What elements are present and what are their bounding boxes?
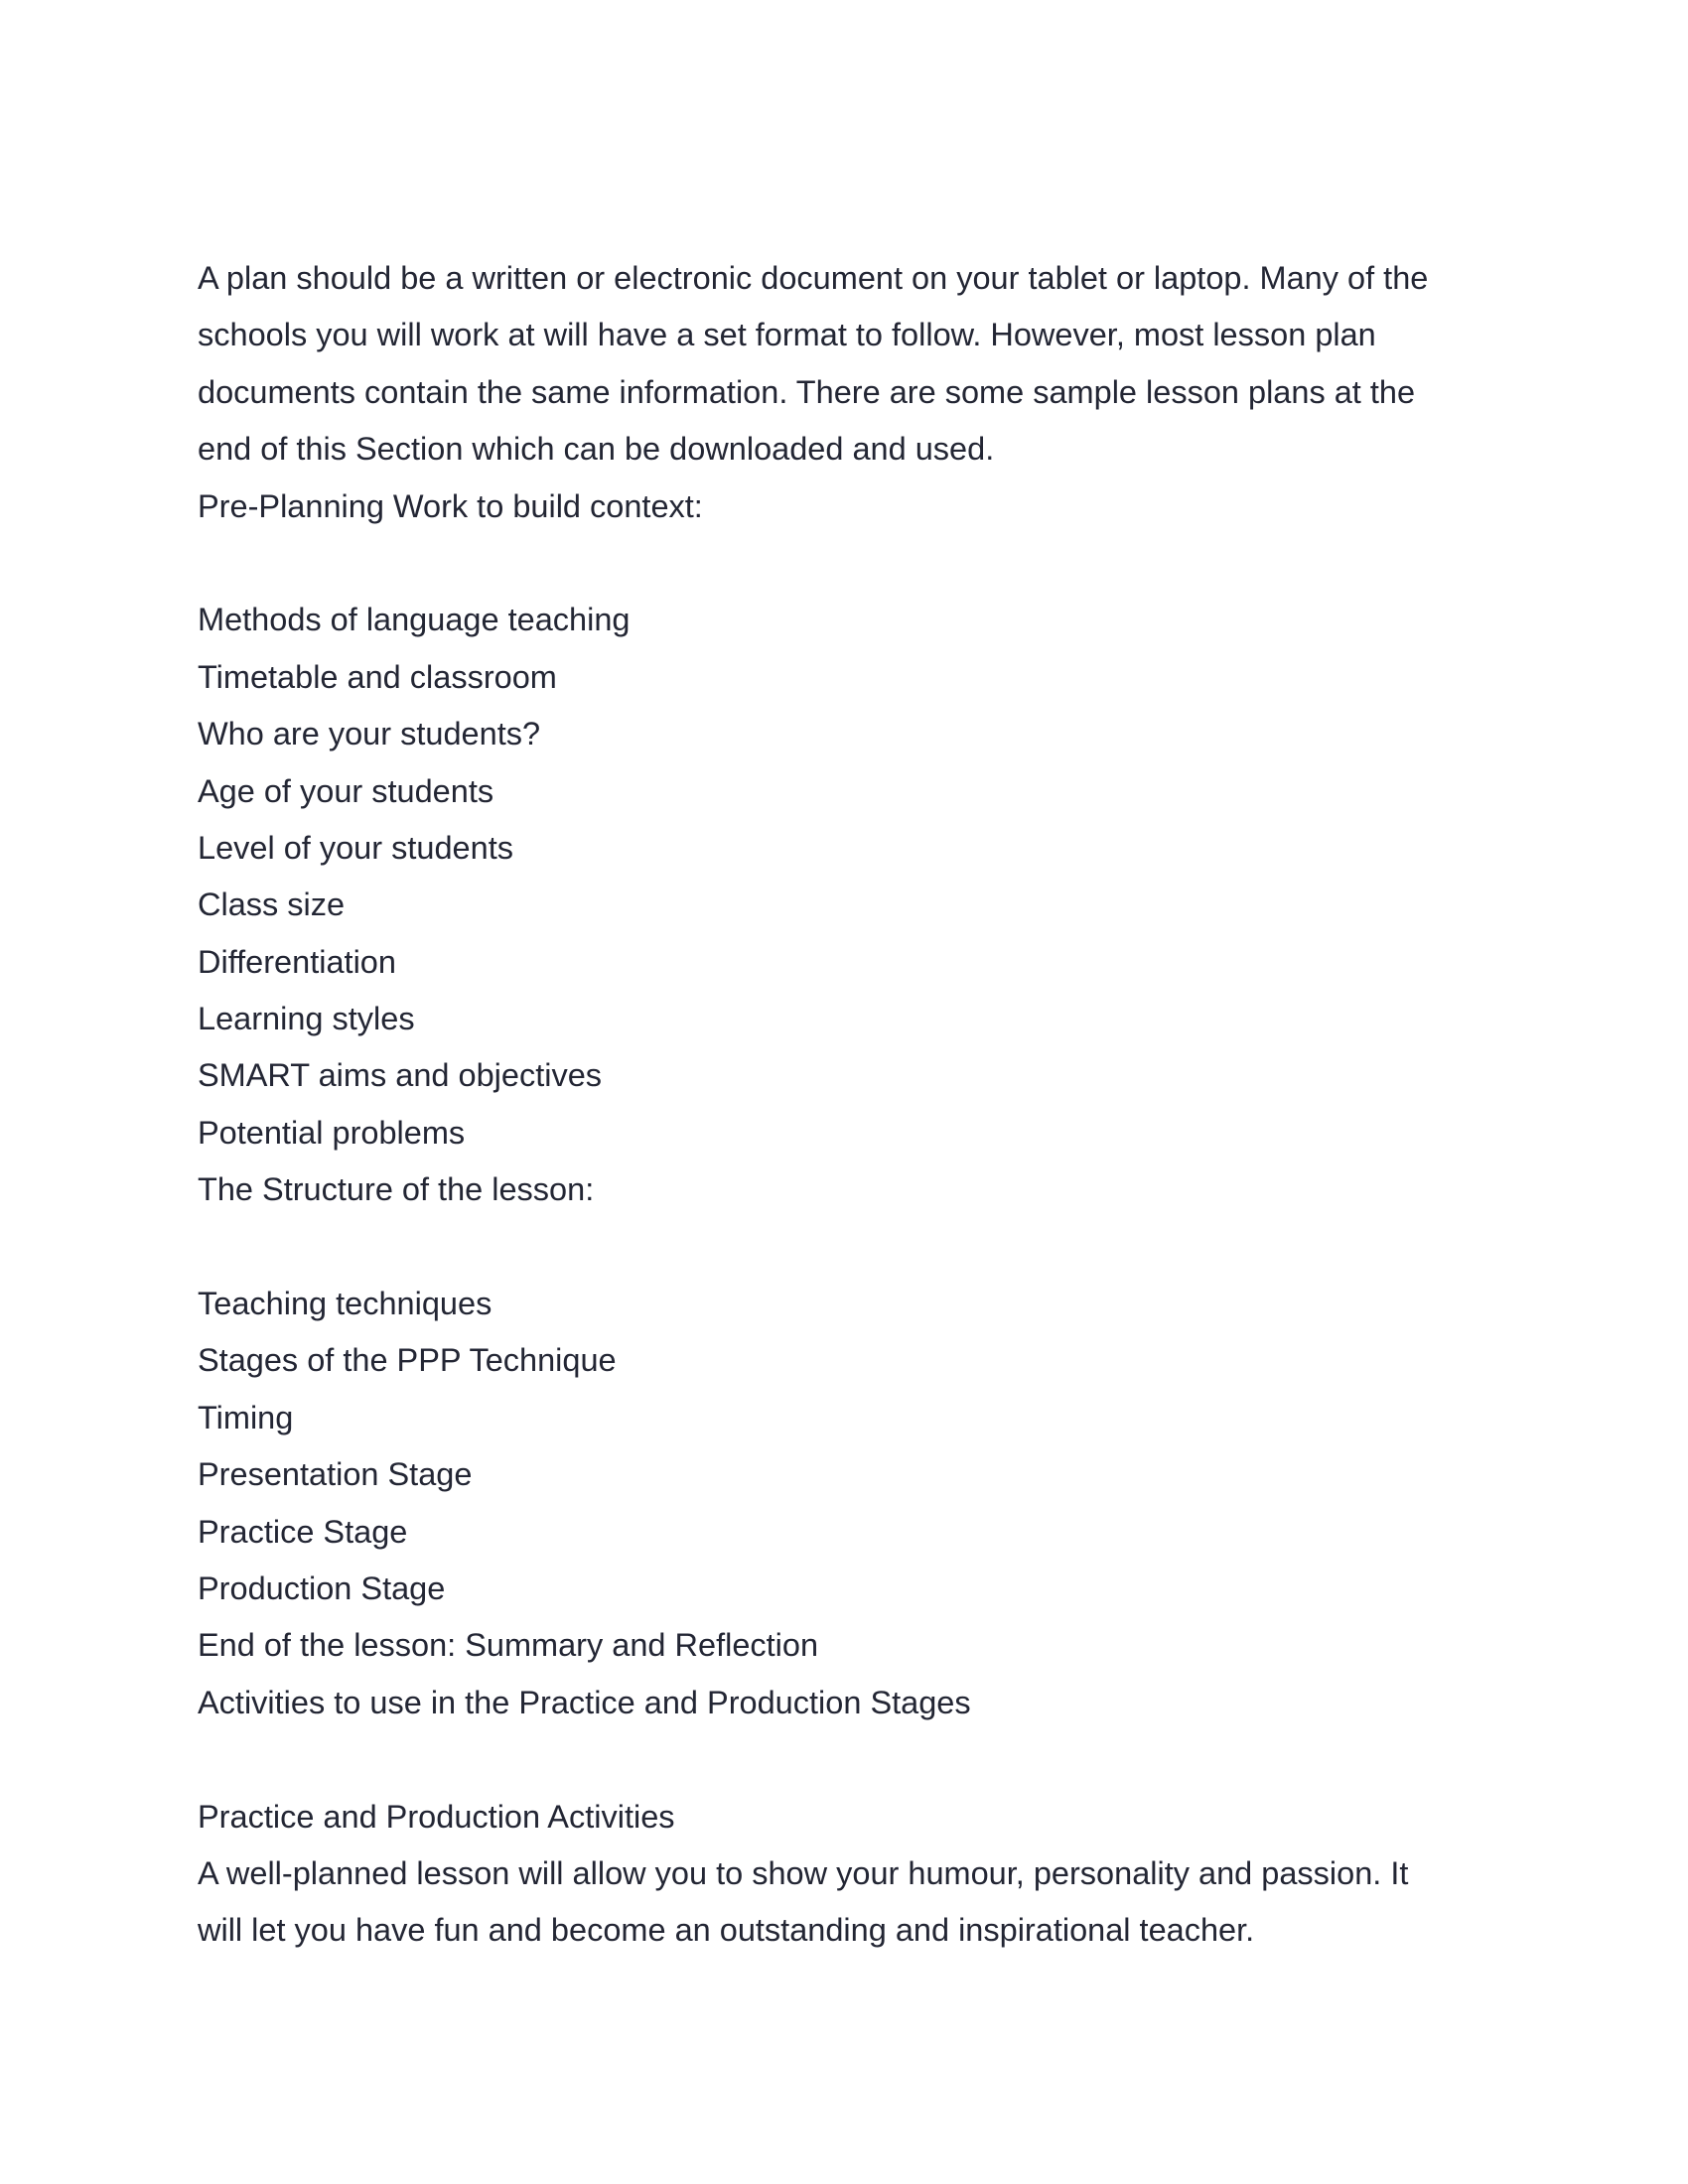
list-item: Potential problems	[198, 1114, 466, 1151]
intro-paragraph	[198, 250, 1488, 478]
list-item: Timing	[198, 1399, 294, 1435]
blank-line	[198, 1731, 1488, 1788]
pre-planning-list	[198, 592, 1488, 1161]
list-item: SMART aims and objectives	[198, 1057, 603, 1094]
list-item: Presentation Stage	[198, 1456, 473, 1493]
list-item: Production Stage	[198, 1570, 446, 1606]
list-item: Practice Stage	[198, 1513, 408, 1550]
blank-line	[198, 1219, 1488, 1276]
list-item: Class size	[198, 887, 346, 923]
closing-line: will let you have fun and become an outstanding and inspirational teacher.	[198, 1912, 1255, 1949]
list-item: Who are your students?	[198, 716, 541, 752]
structure-heading: The Structure of the lesson:	[198, 1171, 595, 1208]
structure-list	[198, 1276, 1488, 1731]
list-item: Age of your students	[198, 772, 494, 809]
intro-line: schools you will work at will have a set format to follow. However, most lesson plan	[198, 317, 1376, 353]
blank-line	[198, 535, 1488, 592]
list-item: Stages of the PPP Technique	[198, 1342, 617, 1379]
list-item: End of the lesson: Summary and Reflection	[198, 1627, 819, 1664]
list-item: Timetable and classroom	[198, 658, 557, 695]
list-item: Activities to use in the Practice and Production Stages	[198, 1684, 971, 1720]
document-body	[198, 250, 1488, 1960]
closing-line: A well-planned lesson will allow you to show your humour, personality and passion. It	[198, 1854, 1409, 1891]
pre-planning-heading: Pre-Planning Work to build context:	[198, 487, 703, 524]
list-item: Level of your students	[198, 829, 513, 866]
intro-line: end of this Section which can be downloaded and used.	[198, 431, 995, 468]
activities-heading: Practice and Production Activities	[198, 1798, 675, 1835]
list-item: Teaching techniques	[198, 1286, 492, 1322]
list-item: Learning styles	[198, 1001, 415, 1037]
intro-line: A plan should be a written or electronic document on your tablet or laptop. Many of the	[198, 260, 1429, 296]
closing-paragraph	[198, 1845, 1488, 1960]
list-item: Methods of language teaching	[198, 602, 631, 638]
list-item: Differentiation	[198, 943, 396, 980]
intro-line: documents contain the same information. There are some sample lesson plans at the	[198, 373, 1416, 410]
